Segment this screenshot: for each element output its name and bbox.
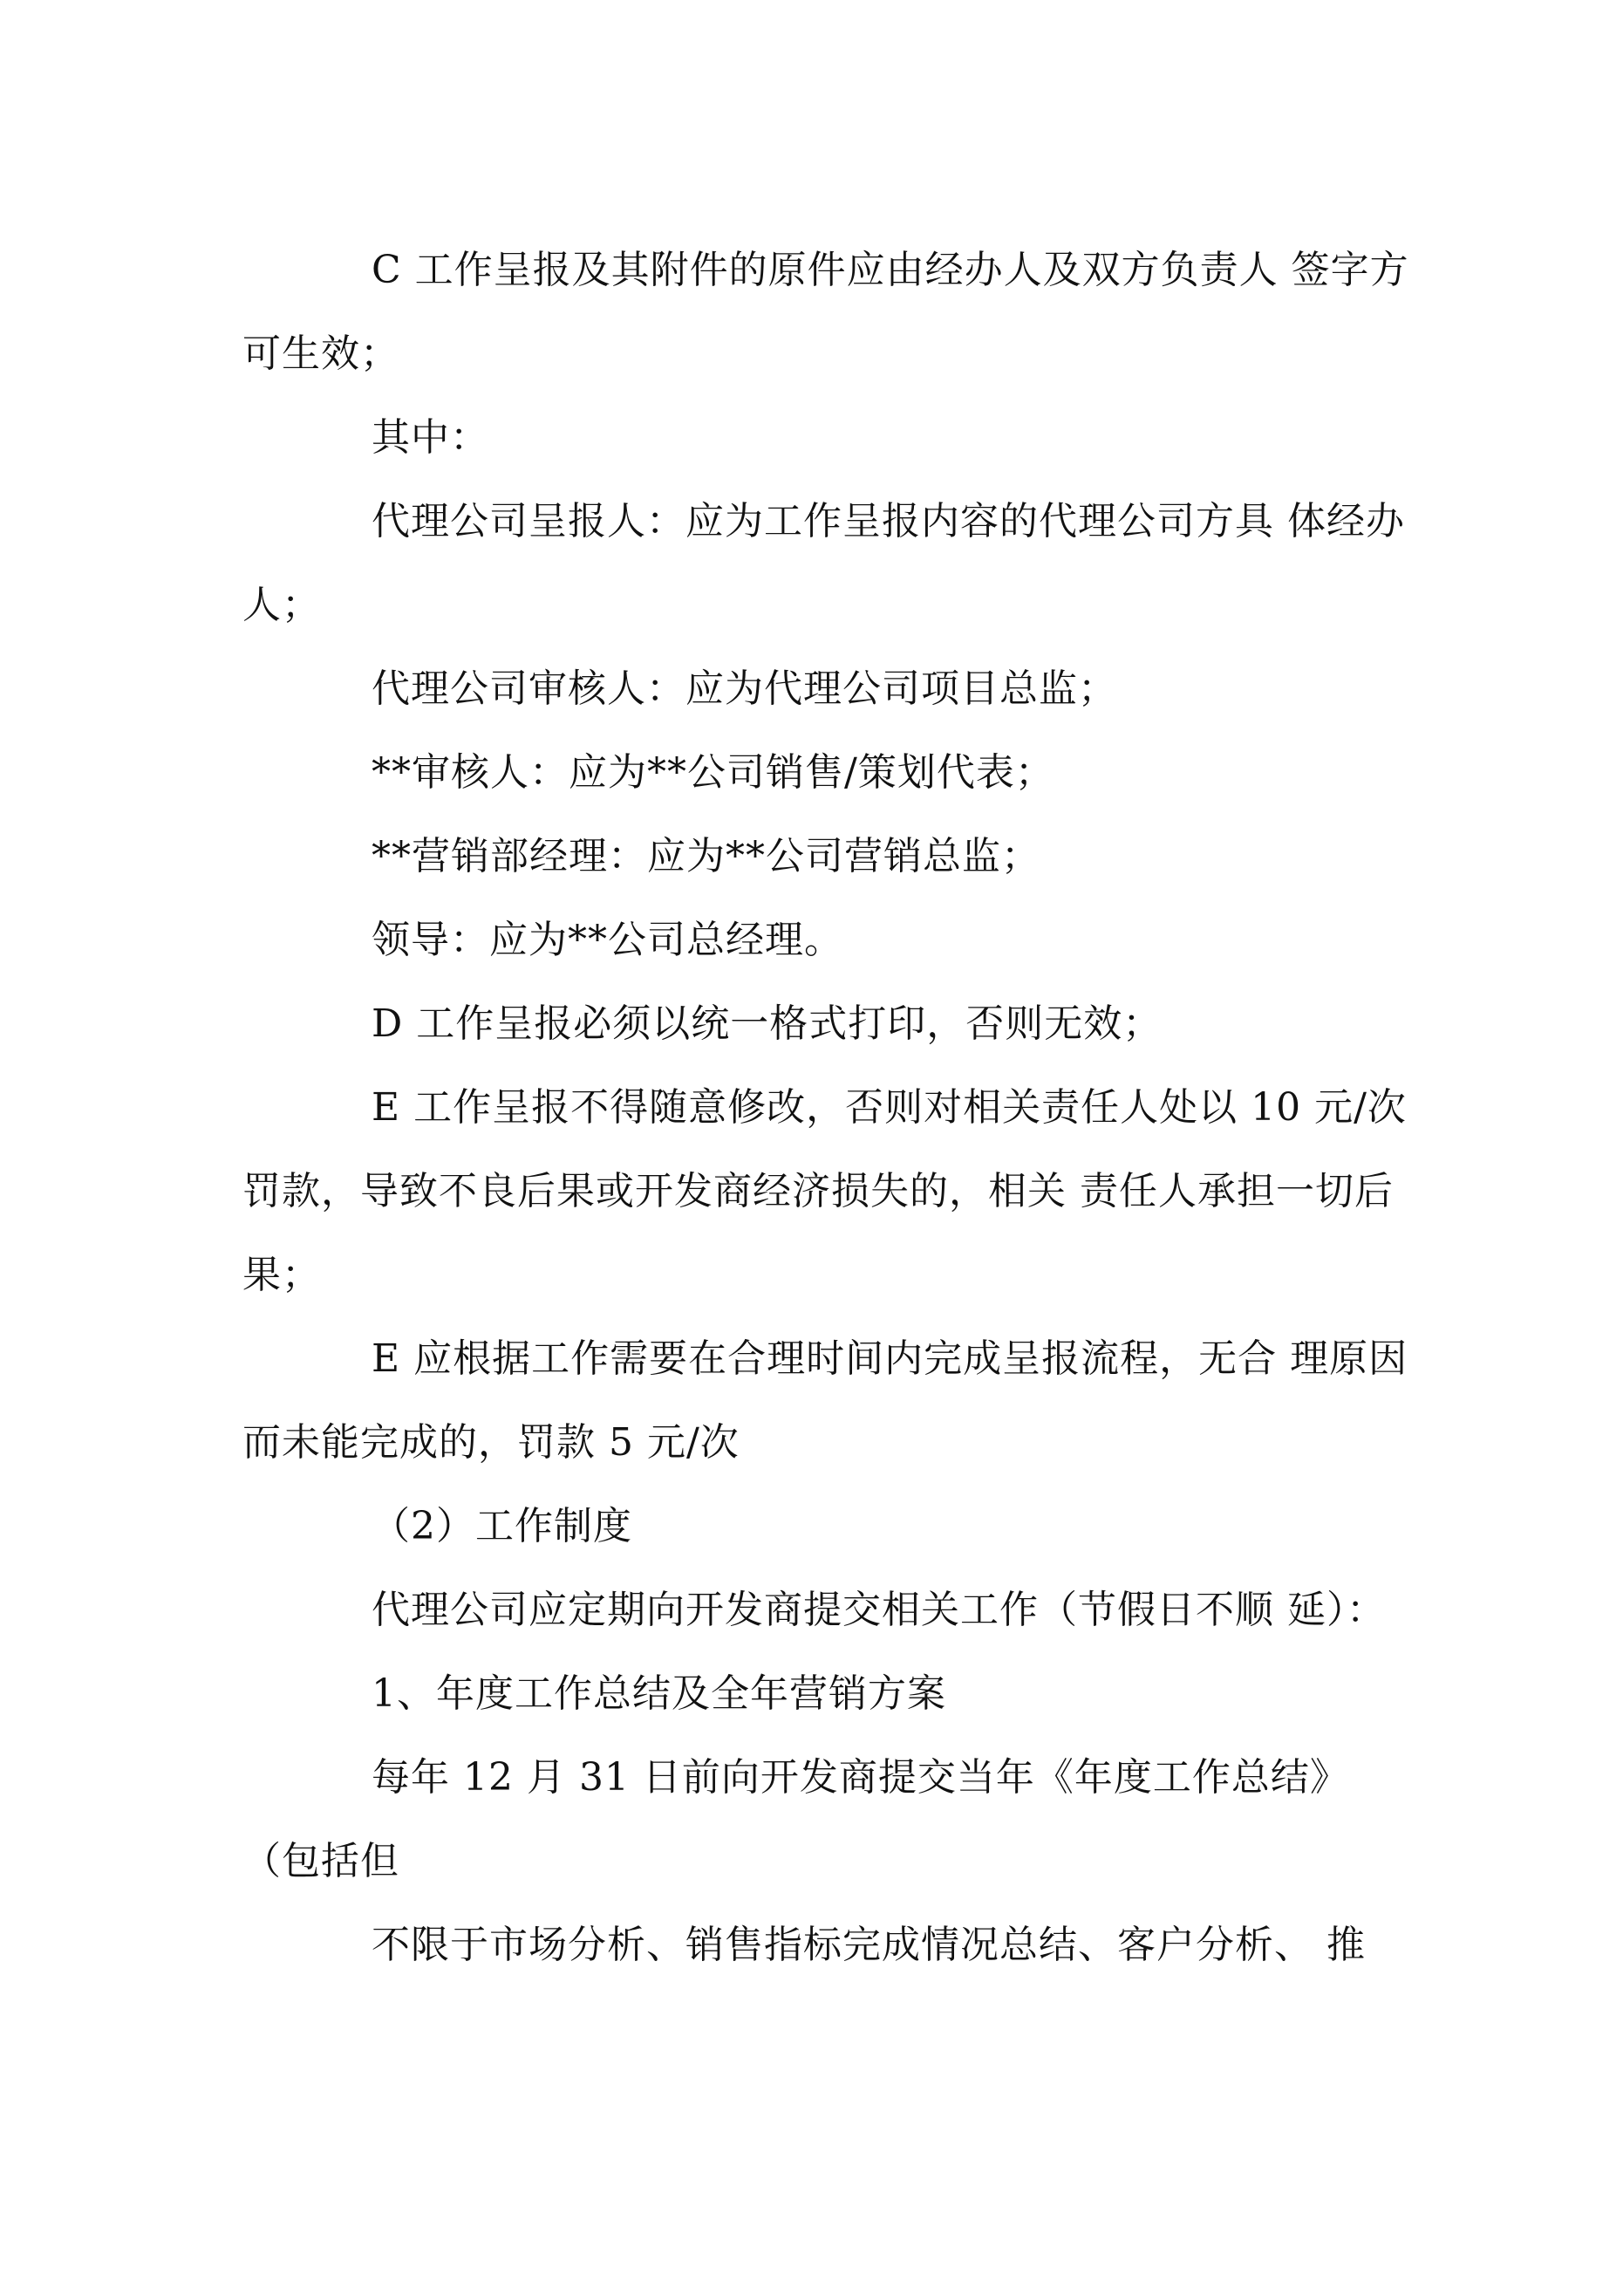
- paragraph-leader: 领导：应为**公司总经理。: [372, 918, 843, 962]
- paragraph-work-system: （2）工作制度: [372, 1504, 632, 1548]
- paragraph-marketing-manager: **营销部经理：应为**公司营销总监；: [372, 834, 1040, 878]
- paragraph-submit-work: 代理公司应定期向开发商提交相关工作（节假日不顺 延）：: [372, 1588, 1386, 1632]
- paragraph-annual-summary-desc: 每年 12 月 31 日前向开发商提交当年《年度工作总结》 （包括但: [242, 1755, 1362, 1883]
- paragraph-e-rule-1: E 工作呈报不得随意修改，否则对相关责任人处以 10 元/次罚款，导致不良后果或开发商经济损失的，相关 责任人承担一切后果；: [242, 1085, 1407, 1297]
- paragraph-not-limited: 不限于市场分析、销售指标完成情况总结、客户分析、 推: [372, 1923, 1366, 1967]
- paragraph-reviewer: **审核人：应为**公司销售/策划代表；: [372, 750, 1054, 795]
- paragraph-e-rule-2: E 应根据工作需要在合理时间内完成呈报流程，无合 理原因而未能完成的，罚款 5 元/次: [242, 1336, 1408, 1465]
- paragraph-c-rule: C 工作呈报及其附件的原件应由经办人及双方负责人 签字方可生效；: [242, 248, 1409, 376]
- document-body: [242, 229, 1411, 1987]
- paragraph-agency-reporter: 代理公司呈报人：应为工作呈报内容的代理公司方具 体经办人；: [242, 499, 1405, 627]
- paragraph-annual-summary-title: 1、年度工作总结及全年营销方案: [372, 1671, 946, 1716]
- paragraph-among: 其中：: [372, 415, 489, 460]
- paragraph-agency-reviewer: 代理公司审核人：应为代理公司项目总监；: [372, 666, 1117, 711]
- paragraph-d-rule: D 工作呈报必须以统一格式打印，否则无效；: [372, 1001, 1163, 1046]
